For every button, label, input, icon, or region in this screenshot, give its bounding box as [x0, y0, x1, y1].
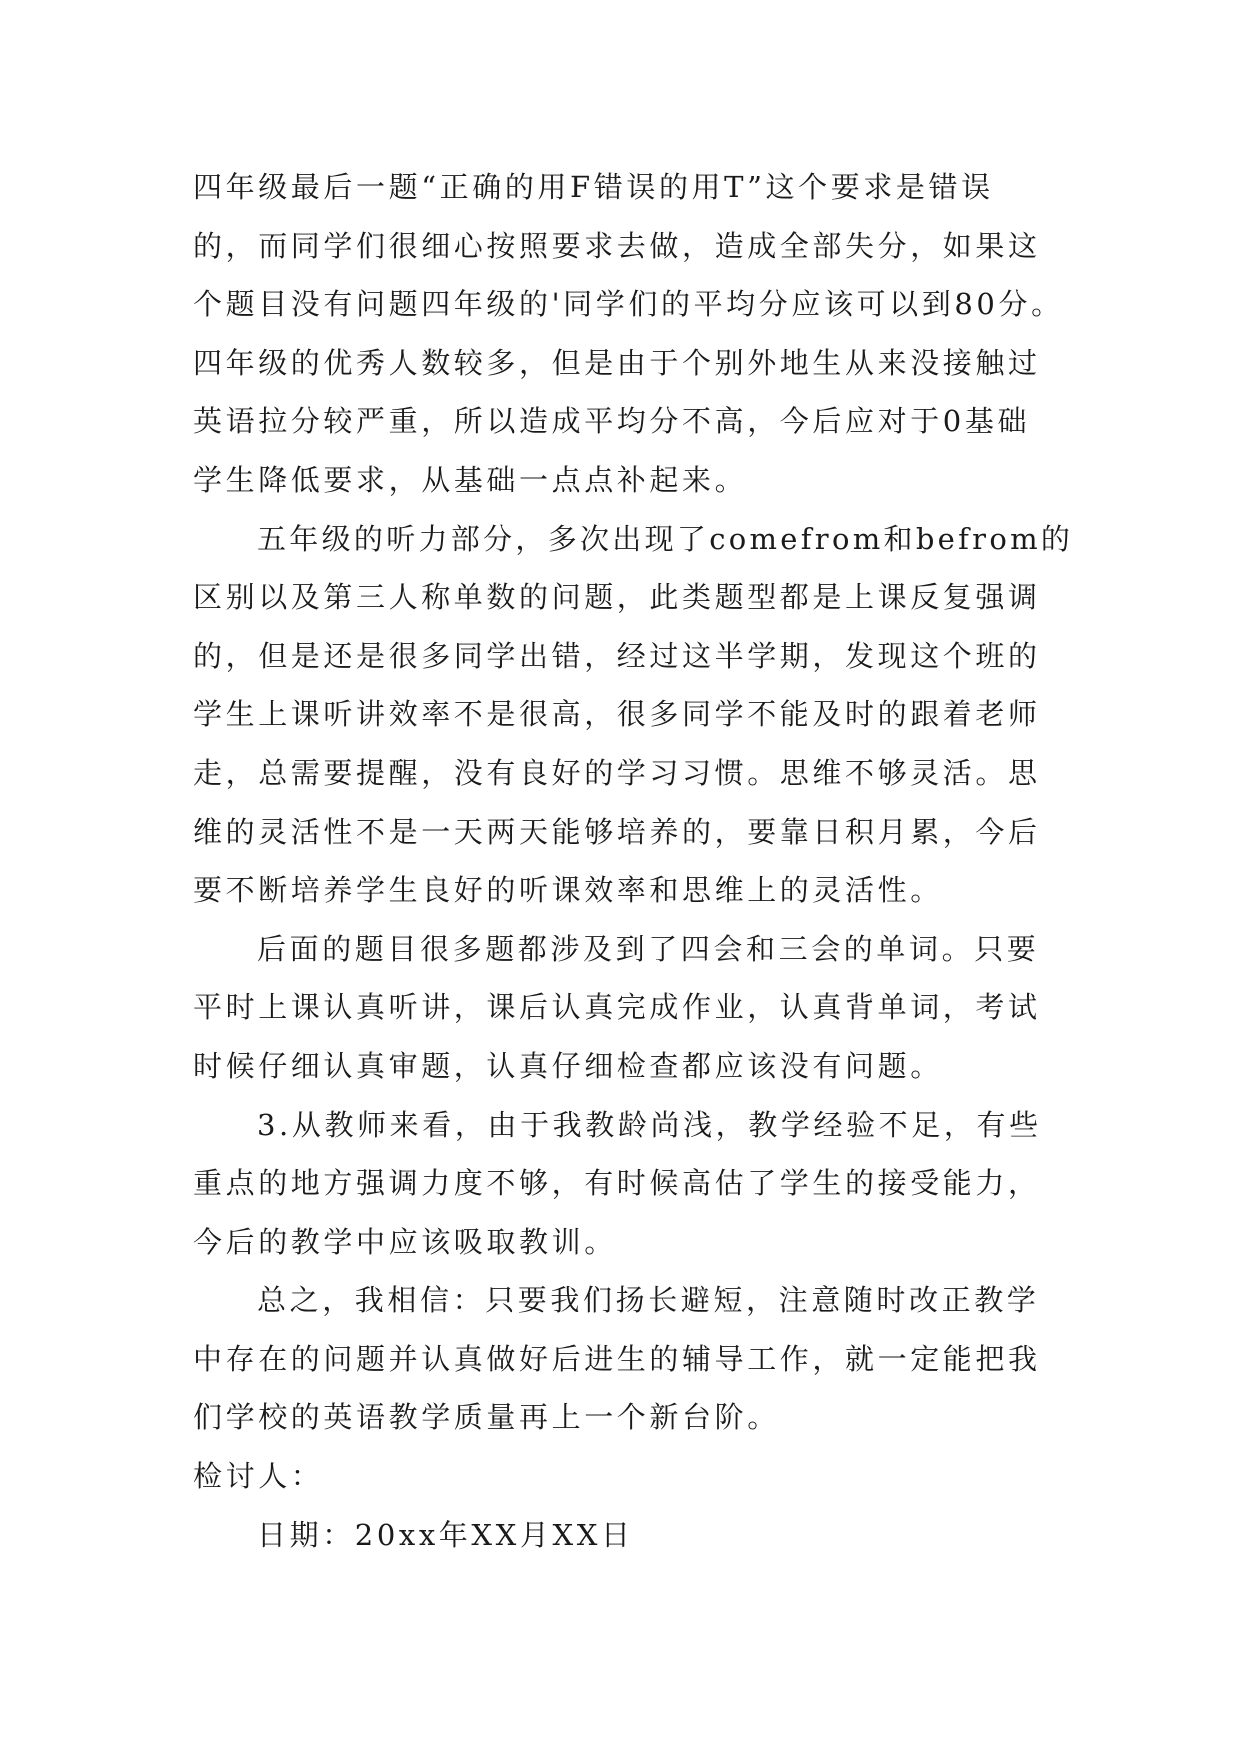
body-line: 们学校的英语教学质量再上一个新台阶。 [193, 1400, 780, 1435]
body-line: 学生降低要求，从基础一点点补起来。 [193, 462, 748, 497]
document-body [193, 158, 1073, 1564]
body-line: 重点的地方强调力度不够，有时候高估了学生的接受能力， [193, 1166, 1041, 1201]
body-line: 四年级最后一题“正确的用F错误的用T”这个要求是错误 [193, 170, 994, 204]
body-line: 中存在的问题并认真做好后进生的辅导工作，就一定能把我 [193, 1341, 1041, 1376]
body-line: 走，总需要提醒，没有良好的学习习惯。思维不够灵活。思 [193, 755, 1041, 790]
body-line: 英语拉分较严重，所以造成平均分不高，今后应对于0基础 [193, 404, 1031, 439]
body-line: 要不断培养学生良好的听课效率和思维上的灵活性。 [193, 873, 943, 908]
body-line: 学生上课听讲效率不是很高，很多同学不能及时的跟着老师 [193, 697, 1041, 732]
date-line: 日期：20xx年XX月XX日 [257, 1517, 634, 1552]
body-line: 的，而同学们很细心按照要求去做，造成全部失分，如果这 [193, 228, 1041, 263]
paragraph-start-line: 总之，我相信：只要我们扬长避短，注意随时改正教学 [257, 1283, 1040, 1318]
body-line: 维的灵活性不是一天两天能够培养的，要靠日积月累，今后 [193, 814, 1041, 849]
body-line: 个题目没有问题四年级的'同学们的平均分应该可以到80分。 [193, 287, 1064, 322]
body-line: 时候仔细认真审题，认真仔细检查都应该没有问题。 [193, 1048, 943, 1083]
body-line: 今后的教学中应该吸取教训。 [193, 1224, 617, 1259]
body-line: 平时上课认真听讲，课后认真完成作业，认真背单词，考试 [193, 990, 1041, 1025]
body-line: 四年级的优秀人数较多，但是由于个别外地生从来没接触过 [193, 345, 1041, 380]
paragraph-start-line: 3.从教师来看，由于我教龄尚浅，教学经验不足，有些 [257, 1107, 1042, 1142]
paragraph-start-line: 五年级的听力部分，多次出现了comefrom和befrom的 [257, 521, 1074, 556]
body-line: 区别以及第三人称单数的问题，此类题型都是上课反复强调 [193, 580, 1041, 615]
paragraph-start-line: 后面的题目很多题都涉及到了四会和三会的单词。只要 [257, 931, 1040, 966]
signature-label: 检讨人： [193, 1459, 324, 1494]
body-line: 的，但是还是很多同学出错，经过这半学期，发现这个班的 [193, 638, 1041, 673]
